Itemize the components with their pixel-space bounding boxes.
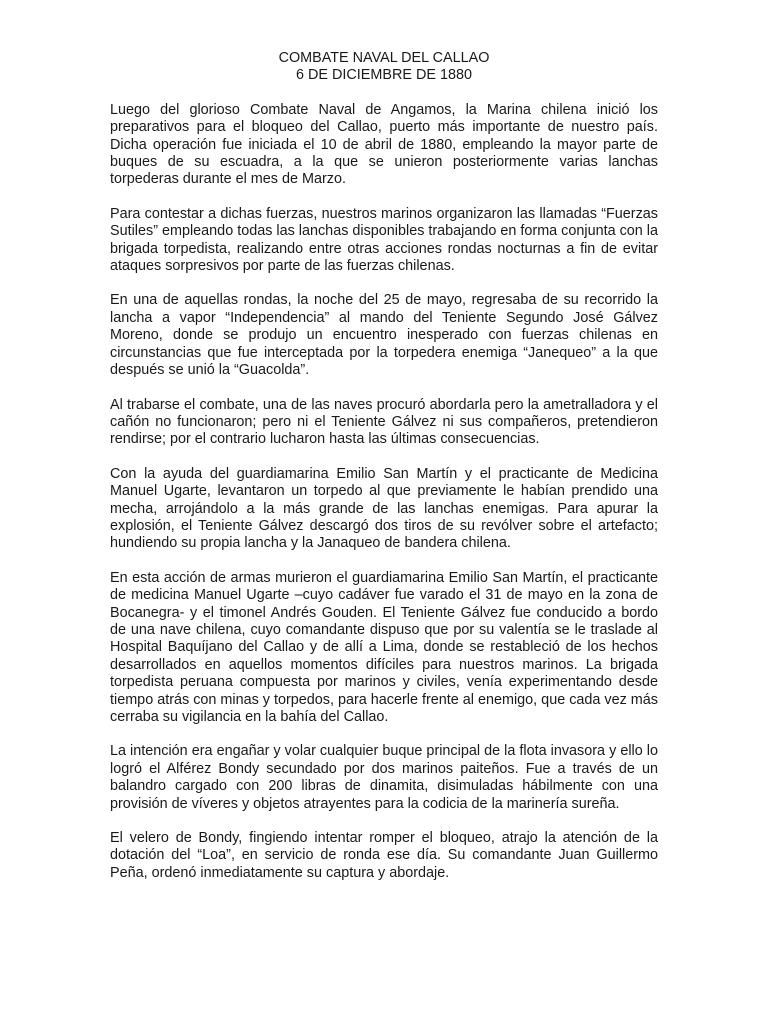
paragraph-4: Al trabarse el combate, una de las naves procuró abordarla pero la ametralladora y el cañón no funcionaron; pero ni el Teniente Gálvez ni sus compañeros, pretendieron rendirse; por el contrario lucharon hasta las últimas consecuencias. bbox=[110, 396, 658, 448]
paragraph-8: El velero de Bondy, fingiendo intentar romper el bloqueo, atrajo la atención de la dotación del “Loa”, en servicio de ronda ese día. Su comandante Juan Guillermo Peña, ordenó inmediatamente su captura y abordaje. bbox=[110, 830, 658, 881]
document-body bbox=[110, 50, 658, 899]
paragraph-6: En esta acción de armas murieron el guardiamarina Emilio San Martín, el practicante de medicina Manuel Ugarte –cuyo cadáver fue varado el 31 de mayo en la zona de Bocanegra- y el timonel Andrés Gouden. El Teniente Gálvez fue conducido a bordo de una nave chilena, cuyo comandante dispuso que por su valentía se le traslade al Hospital Baquíjano del Callao y de allí a Lima, donde se restableció de los hechos desarrollados en aquellos momentos difíciles para nuestros marinos. La brigada torpedista peruana compuesta por marinos y civiles, venía experimentando desde tiempo atrás con minas y torpedos, para hacerle frente al enemigo, que cada vez más cerraba su vigilancia en la bahía del Callao. bbox=[110, 569, 658, 725]
title-block bbox=[110, 50, 658, 85]
paragraph-2: Para contestar a dichas fuerzas, nuestros marinos organizaron las llamadas “Fuerzas Sutiles” empleando todas las lanchas disponibles trabajando en forma conjunta con la brigada torpedista, realizando entre otras acciones rondas nocturnas a fin de evitar ataques sorpresivos por parte de las fuerzas chilenas. bbox=[110, 205, 658, 275]
paragraph-3: En una de aquellas rondas, la noche del 25 de mayo, regresaba de su recorrido la lancha a vapor “Independencia” al mando del Teniente Segundo José Gálvez Moreno, donde se produjo un encuentro inesperado con fuerzas chilenas en circunstancias que fue interceptada por la torpedera enemiga “Janequeo” a la que después se unió la “Guacolda”. bbox=[110, 292, 658, 379]
document-title: COMBATE NAVAL DEL CALLAO bbox=[278, 50, 490, 66]
paragraph-7: La intención era engañar y volar cualquier buque principal de la flota invasora y ello lo logró el Alférez Bondy secundado por dos marinos paiteños. Fue a través de un balandro cargado con 200 libras de dinamita, disimuladas hábilmente con una provisión de víveres y objetos atrayentes para la codicia de la marinería sureña. bbox=[110, 743, 658, 812]
paragraph-5: Con la ayuda del guardiamarina Emilio San Martín y el practicante de Medicina Manuel Ugarte, levantaron un torpedo al que previamente le habían prendido una mecha, arrojándolo a la más grande de las lanchas enemigas. Para apurar la explosión, el Teniente Gálvez descargó dos tiros de su revólver sobre el artefacto; hundiendo su propia lancha y la Janaqueo de bandera chilena. bbox=[110, 465, 658, 552]
paragraph-1: Luego del glorioso Combate Naval de Angamos, la Marina chilena inició los preparativos para el bloqueo del Callao, puerto más importante de nuestro país. Dicha operación fue iniciada el 10 de abril de 1880, empleando la mayor parte de buques de su escuadra, a la que se unieron posteriormente varias lanchas torpederas durante el mes de Marzo. bbox=[110, 101, 658, 188]
document-date: 6 DE DICIEMBRE DE 1880 bbox=[296, 67, 472, 84]
